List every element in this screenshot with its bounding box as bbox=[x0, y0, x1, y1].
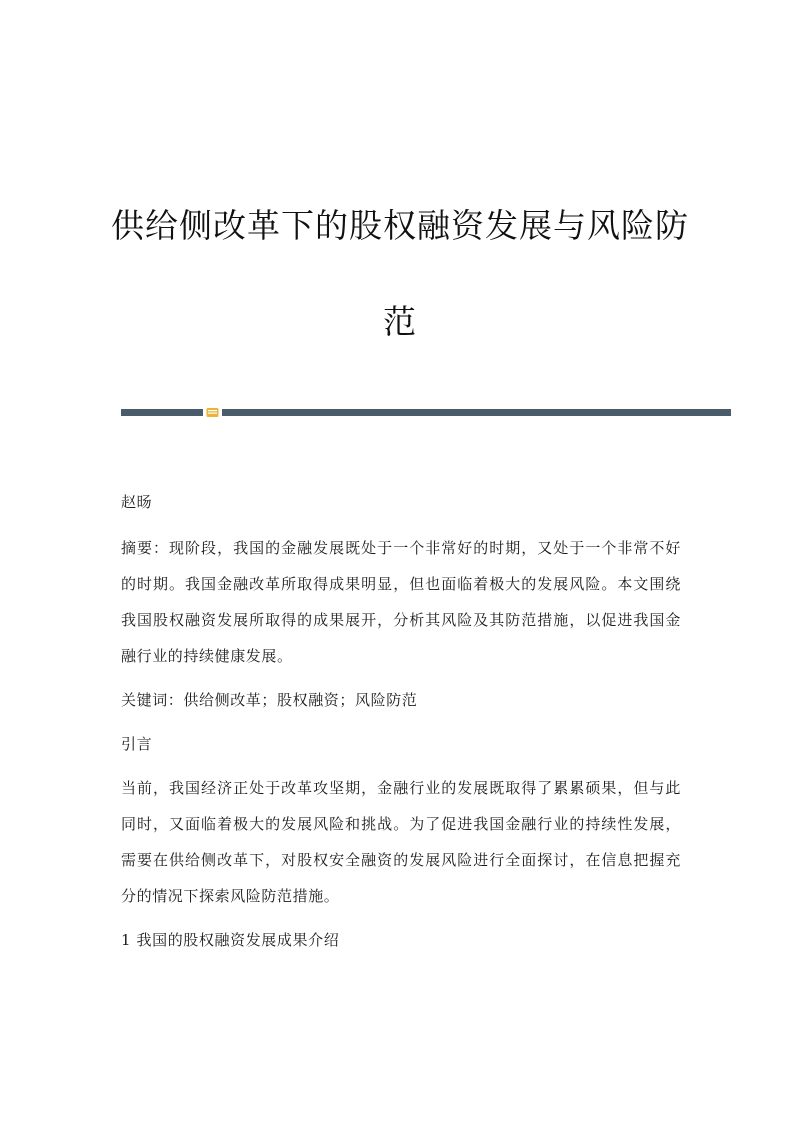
document-body bbox=[121, 484, 681, 966]
book-emblem-icon bbox=[206, 407, 219, 418]
intro-paragraph: 当前，我国经济正处于改革攻坚期，金融行业的发展既取得了累累硕果，但与此同时，又面临着极大的发展风险和挑战。为了促进我国金融行业的持续性发展，需要在供给侧改革下，对股权安全融资的发展风险进行全面探讨，在信息把握充分的情况下探索风险防范措施。 bbox=[121, 779, 681, 905]
intro-heading: 引言 bbox=[121, 735, 153, 753]
divider-bar-right bbox=[222, 409, 731, 416]
divider-bar-left bbox=[121, 409, 203, 416]
section-1-heading: 1 我国的股权融资发展成果介绍 bbox=[121, 931, 340, 949]
document-title: 供给侧改革下的股权融资发展与风险防范 bbox=[111, 206, 689, 341]
title-divider bbox=[121, 409, 731, 417]
author-name: 赵旸 bbox=[121, 493, 153, 511]
abstract-paragraph: 摘要：现阶段，我国的金融发展既处于一个非常好的时期，又处于一个非常不好的时期。我国金融改革所取得成果明显，但也面临着极大的发展风险。本文围绕我国股权融资发展所取得的成果展开，分析其风险及其防范措施，以促进我国金融行业的持续健康发展。 bbox=[121, 539, 681, 665]
keywords-line: 关键词：供给侧改革；股权融资；风险防范 bbox=[121, 691, 418, 709]
